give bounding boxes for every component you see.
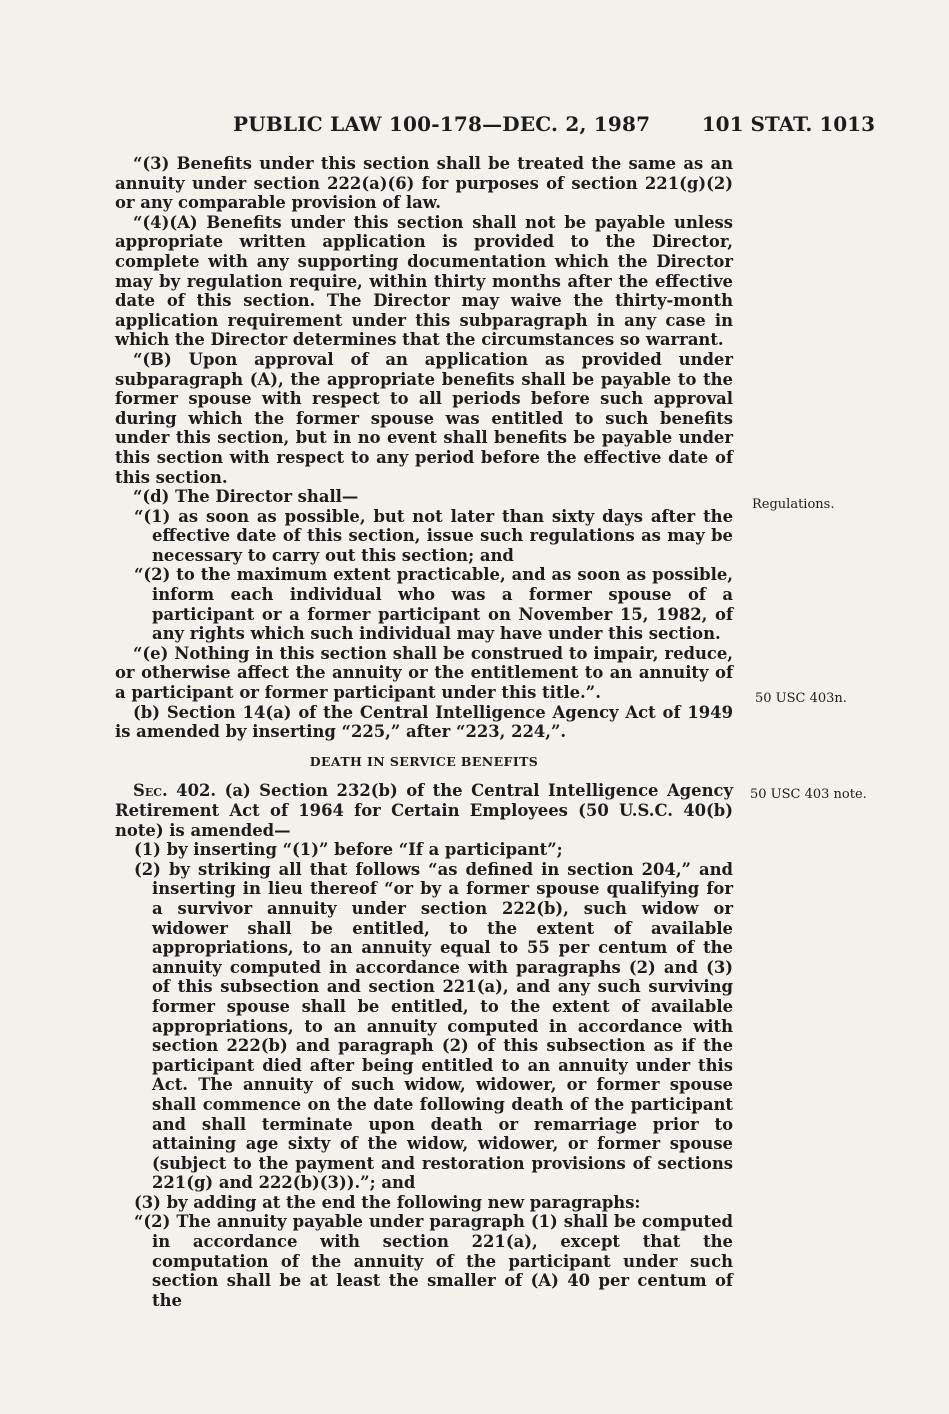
running-title: PUBLIC LAW 100-178—DEC. 2, 1987 [233,112,651,136]
paragraph-d1: “(1) as soon as possible, but not later than sixty days after the effective date of this section, issue such regulations as may be necessary to carry out this section; and [134,506,733,565]
paragraph-c3: “(3) Benefits under this section shall be treated the same as an annuity under section 222(a)(6) for purposes of section 221(g)(2) or any comparable provision of law. [115,154,733,213]
section-heading: DEATH IN SERVICE BENEFITS [309,753,539,769]
paragraph-amend-1: (1) by inserting “(1)” before “If a participant”; [134,840,563,860]
paragraph-sec402 [115,781,733,840]
margin-note-50-usc-403-note: 50 USC 403 note. [750,787,867,802]
margin-note-50-usc-403n: 50 USC 403n. [755,691,847,706]
stat-page-number: 101 STAT. 1013 [701,112,875,136]
body-text [115,154,733,1310]
section-402-text: (a) Section 232(b) of the Central Intelligence Agency Retirement Act of 1964 for Certain Employees (50 U.S.C. 40(b) note) is amended— [115,781,733,840]
paragraph-e: “(e) Nothing in this section shall be construed to impair, reduce, or otherwise affect the annuity or the entitlement to an annuity of a participant or former participant under this title.”. [115,643,733,703]
paragraph-c4b: “(B) Upon approval of an application as provided under subparagraph (A), the appropriate benefits shall be payable to the former spouse with respect to all periods before such approval during which the former spouse was entitled to such benefits under this section, but in no event shall benefits be payable under this section with respect to any period before the effective date of this section. [115,349,733,487]
paragraph-d: “(d) The Director shall— [133,487,359,507]
paragraph-amend-2: (2) by striking all that follows “as defined in section 204,” and inserting in lieu thereof “or by a former spouse qualifying for a survivor annuity under section 222(b), such widow or widower shall be entitled, to the extent of available appropriations, to an annuity equal to 55 per centum of the annuity computed in accordance with paragraphs (2) and (3) of this subsection and section 221(a), and any such surviving former spouse shall be entitled, to the extent of available appropriations, to an annuity computed in accordance with section 222(b) and paragraph (2) of this subsection as if the participant died after being entitled to an annuity under this Act. The annuity of such widow, widower, or former spouse shall commence on the date following death of the participant and shall terminate upon death or remarriage prior to attaining age sixty of the widow, widower, or former spouse (subject to the payment and restoration provisions of sections 221(g) and 222(b)(3)).”; and [134,859,733,1193]
paragraph-b: (b) Section 14(a) of the Central Intelligence Agency Act of 1949 is amended by inserting “225,” after “223, 224,”. [115,702,733,742]
page-header [115,112,875,142]
paragraph-d2: “(2) to the maximum extent practicable, and as soon as possible, inform each individual who was a former spouse of a participant or a former participant on November 15, 1982, of any rights which such individual may have under this section. [134,565,733,644]
paragraph-amend-3: (3) by adding at the end the following new paragraphs: [134,1192,641,1212]
paragraph-quoted-2: “(2) The annuity payable under paragraph (1) shall be computed in accordance with section 221(a), except that the computation of the annuity of the participant under such section shall be at least the smaller of (A) 40 per centum of the [134,1212,733,1310]
margin-note-regulations: Regulations. [752,497,835,512]
paragraph-c4a: “(4)(A) Benefits under this section shall not be payable unless appropriate written application is provided to the Director, complete with any supporting documentation which the Director may by regulation require, within thirty months after the effective date of this section. The Director may waive the thirty-month application requirement under this subparagraph in any case in which the Director determines that the circumstances so warrant. [115,212,733,350]
section-number: Sec. 402. [133,781,217,801]
